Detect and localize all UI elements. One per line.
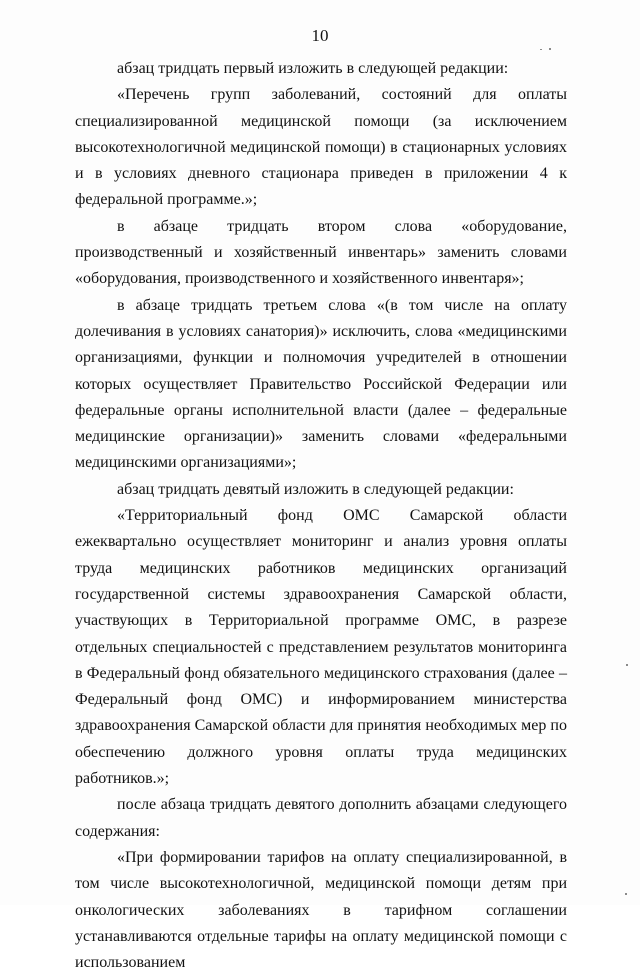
- scan-speck: [549, 48, 551, 50]
- paragraph: после абзаца тридцать девятого дополнить абзацами следующего содержания:: [75, 796, 567, 840]
- paragraph: в абзаце тридцать третьем слова «(в том числе на оплату долечивания в условиях санатория)» исключить, слова «медицинскими организациями, функции и полномочия учредителей в отношении которых осуществляет Правительство Российской Федерации или федеральные органы исполнительной власти (далее – федеральные медицинские организации)» заменить словами «федеральными медицинскими организациями»;: [75, 296, 567, 472]
- paragraph: «При формировании тарифов на оплату специализированной, в том числе высокотехнологичной, медицинской помощи детям при онкологических заболеваниях в тарифном соглашении устанавливаются отдельные тарифы на оплату медицинской помощи с использованием: [75, 848, 567, 972]
- paragraph: абзац тридцать первый изложить в следующей редакции:: [117, 60, 509, 77]
- scan-speck: [626, 664, 628, 666]
- document-body: [75, 56, 567, 976]
- paragraph: «Территориальный фонд ОМС Самарской области ежеквартально осуществляет мониторинг и анализ уровня оплаты труда медицинских работников медицинских организаций государственной системы здравоохранения Самарской области, участвующих в Территориальной программе ОМС, в разрезе отдельных специальностей с представлением результатов мониторинга в Федеральный фонд обязательного медицинского страхования (далее – Федеральный фонд ОМС) и информированием министерства здравоохранения Самарской области для принятия необходимых мер по обеспечению должного уровня оплаты труда медицинских работников.»;: [75, 507, 567, 788]
- paragraph: «Перечень групп заболеваний, состояний для оплаты специализированной медицинской помощи (за исключением высокотехнологичной медицинской помощи) в стационарных условиях и в условиях дневного стационара приведен в приложении 4 к федеральной программе.»;: [75, 86, 567, 209]
- paragraph: абзац тридцать девятый изложить в следующей редакции:: [117, 480, 514, 498]
- scan-speck: [625, 893, 627, 895]
- page-number: 10: [311, 26, 329, 45]
- paragraph: в абзаце тридцать втором слова «оборудование, производственный и хозяйственный инвентарь» заменить словами «оборудования, производственного и хозяйственного инвентаря»;: [75, 217, 567, 288]
- scan-speck: [540, 49, 542, 50]
